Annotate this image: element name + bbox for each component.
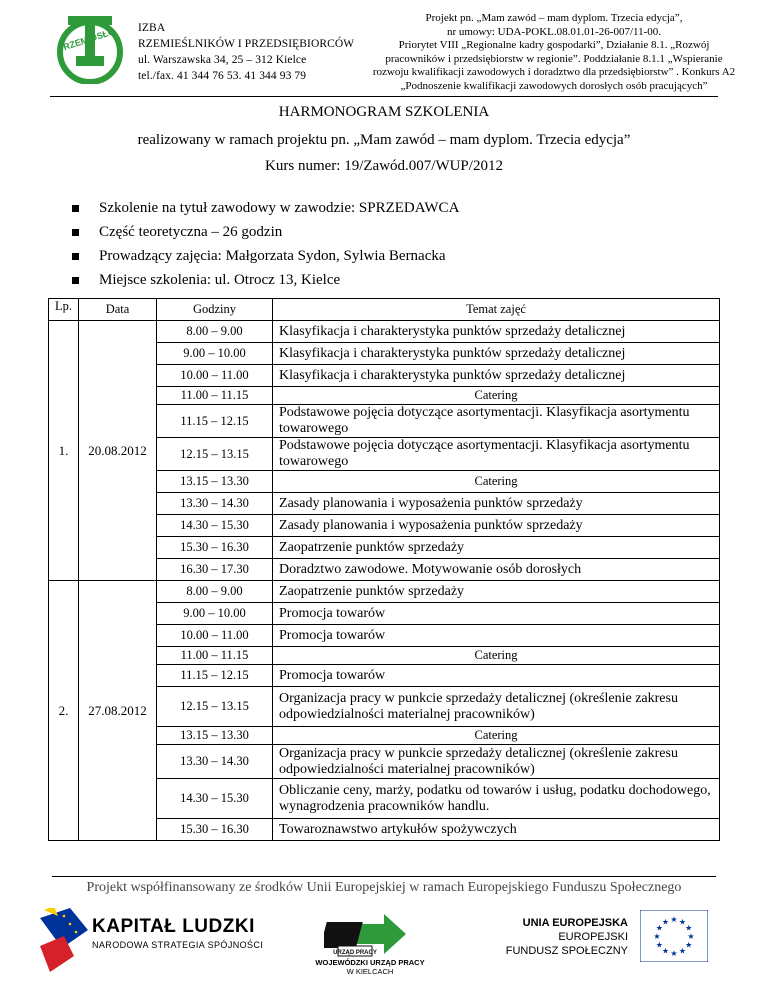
time-slot: 12.15 – 13.15 xyxy=(157,438,273,471)
training-details xyxy=(70,196,459,292)
table-row xyxy=(49,581,720,603)
header-topic: Temat zajęć xyxy=(273,299,720,321)
eu-star-icon: ★ xyxy=(678,946,687,956)
eu-star-icon: ★ xyxy=(655,940,663,950)
time-slot: 9.00 – 10.00 xyxy=(157,603,273,625)
kapital-ludzki-title: KAPITAŁ LUDZKI xyxy=(92,916,255,937)
bullet-item: Prowadzący zajęcia: Małgorzata Sydon, Sylwia Bernacka xyxy=(70,244,459,268)
catering-cell: Catering xyxy=(273,647,720,665)
eu-star-icon: ★ xyxy=(653,932,661,941)
eu-star-icon: ★ xyxy=(670,915,678,924)
bullet-item: Miejsce szkolenia: ul. Otrocz 13, Kielce xyxy=(70,268,459,292)
org-line: tel./fax. 41 344 76 53. 41 344 93 79 xyxy=(138,70,307,82)
eu-star-icon: ★ xyxy=(661,917,670,927)
time-slot: 8.00 – 9.00 xyxy=(157,321,273,343)
topic-cell: Podstawowe pojęcia dotyczące asortymentacji. Klasyfikacja asortymentu towarowego xyxy=(273,405,720,438)
time-slot: 16.30 – 17.30 xyxy=(157,559,273,581)
topic-cell: Obliczanie ceny, marży, podatku od towarów i usług, podatku dochodowego, wynagrodzenia pracowników handlu. xyxy=(273,779,720,819)
cofinancing-note: Projekt współfinansowany ze środków Unii Europejskiej w ramach Europejskiego Funduszu Społecznego xyxy=(86,880,682,895)
topic-cell: Zasady planowania i wyposażenia punktów sprzedaży xyxy=(273,515,720,537)
time-slot: 13.30 – 14.30 xyxy=(157,745,273,779)
kapital-ludzki-subtitle: NARODOWA STRATEGIA SPÓJNOŚCI xyxy=(92,940,264,950)
svg-text:URZĄD PRACY: URZĄD PRACY xyxy=(333,950,377,956)
table-header-row xyxy=(49,299,720,321)
document-subtitle: realizowany w ramach projektu pn. „Mam zawód – mam dyplom. Trzecia edycja” xyxy=(137,132,631,148)
bullet-icon xyxy=(72,253,79,260)
project-info xyxy=(358,12,750,93)
day-date: 27.08.2012 xyxy=(79,581,157,841)
topic-cell: Klasyfikacja i charakterystyka punktów sprzedaży detalicznej xyxy=(273,343,720,365)
time-slot: 10.00 – 11.00 xyxy=(157,365,273,387)
topic-cell: Promocja towarów xyxy=(273,665,720,687)
topic-cell: Promocja towarów xyxy=(273,625,720,647)
time-slot: 13.15 – 13.30 xyxy=(157,727,273,745)
catering-cell: Catering xyxy=(273,727,720,745)
header-lp: Lp. xyxy=(49,299,79,321)
topic-cell: Zaopatrzenie punktów sprzedaży xyxy=(273,581,720,603)
organization-address xyxy=(138,20,354,84)
time-slot: 14.30 – 15.30 xyxy=(157,515,273,537)
time-slot: 11.00 – 11.15 xyxy=(157,647,273,665)
eu-fund-text: UNIA EUROPEJSKA EUROPEJSKI FUNDUSZ SPOŁECZNY xyxy=(505,917,628,957)
project-line: nr umowy: UDA-POKL.08.01.01-26-007/11-00. xyxy=(446,25,662,38)
project-line: rozwoju kwalifikacji zawodowych i doradztwo dla przedsiębiorstw” . Konkurs A2 xyxy=(372,66,736,78)
time-slot: 13.30 – 14.30 xyxy=(157,493,273,515)
time-slot: 14.30 – 15.30 xyxy=(157,779,273,819)
topic-cell: Zaopatrzenie punktów sprzedaży xyxy=(273,537,720,559)
topic-cell: Podstawowe pojęcia dotyczące asortymentacji. Klasyfikacja asortymentu towarowego xyxy=(273,438,720,471)
time-slot: 10.00 – 11.00 xyxy=(157,625,273,647)
wup-logo xyxy=(324,910,410,962)
eu-star-icon: ★ xyxy=(678,917,687,927)
schedule-table xyxy=(48,298,720,841)
eu-flag-icon xyxy=(640,910,708,962)
footer-divider xyxy=(52,876,716,877)
project-line: pracowników i przedsiębiorstw w regionie”. Poddziałanie 8.1.1 „Wspieranie xyxy=(385,52,723,65)
project-line: „Podnoszenie kwalifikacji zawodowych dorosłych osób pracujących” xyxy=(400,79,708,92)
catering-cell: Catering xyxy=(273,471,720,493)
eu-star-icon: ★ xyxy=(670,949,678,958)
day-date: 20.08.2012 xyxy=(79,321,157,581)
time-slot: 11.15 – 12.15 xyxy=(157,405,273,438)
eu-star-icon: ★ xyxy=(687,932,695,941)
table-row xyxy=(49,321,720,343)
schedule-body xyxy=(49,321,720,841)
topic-cell: Promocja towarów xyxy=(273,603,720,625)
time-slot: 11.15 – 12.15 xyxy=(157,665,273,687)
topic-cell: Organizacja pracy w punkcie sprzedaży detalicznej (określenie zakresu odpowiedzialności materialnej pracowników) xyxy=(273,745,720,779)
topic-cell: Organizacja pracy w punkcie sprzedaży detalicznej (określenie zakresu odpowiedzialności materialnej pracowników) xyxy=(273,687,720,727)
org-line: RZEMIEŚLNIKÓW I PRZEDSIĘBIORCÓW xyxy=(138,38,355,50)
bullet-item: Część teoretyczna – 26 godzin xyxy=(70,220,459,244)
org-line: IZBA xyxy=(138,22,166,34)
project-line: Projekt pn. „Mam zawód – mam dyplom. Trzecia edycja”, xyxy=(425,12,683,24)
svg-text:RZEMIOSŁO: RZEMIOSŁO xyxy=(62,26,117,53)
time-slot: 15.30 – 16.30 xyxy=(157,537,273,559)
eu-star-icon: ★ xyxy=(655,923,663,933)
day-number: 2. xyxy=(49,581,79,841)
header-divider xyxy=(50,96,718,97)
time-slot: 8.00 – 9.00 xyxy=(157,581,273,603)
page-header xyxy=(0,0,768,100)
day-number: 1. xyxy=(49,321,79,581)
org-line: ul. Warszawska 34, 25 – 312 Kielce xyxy=(138,54,307,66)
rzemioslo-logo xyxy=(54,12,126,84)
header-date: Data xyxy=(79,299,157,321)
time-slot: 9.00 – 10.00 xyxy=(157,343,273,365)
bullet-icon xyxy=(72,277,79,284)
time-slot: 15.30 – 16.30 xyxy=(157,819,273,841)
course-number: Kurs numer: 19/Zawód.007/WUP/2012 xyxy=(265,158,503,174)
time-slot: 12.15 – 13.15 xyxy=(157,687,273,727)
bullet-icon xyxy=(72,205,79,212)
topic-cell: Klasyfikacja i charakterystyka punktów sprzedaży detalicznej xyxy=(273,365,720,387)
time-slot: 13.15 – 13.30 xyxy=(157,471,273,493)
topic-cell: Towaroznawstwo artykułów spożywczych xyxy=(273,819,720,841)
topic-cell: Zasady planowania i wyposażenia punktów sprzedaży xyxy=(273,493,720,515)
time-slot: 11.00 – 11.15 xyxy=(157,387,273,405)
header-hours: Godziny xyxy=(157,299,273,321)
bullet-item: Szkolenie na tytuł zawodowy w zawodzie: SPRZEDAWCA xyxy=(70,196,459,220)
eu-star-icon: ★ xyxy=(661,946,670,956)
project-line: Priorytet VIII „Regionalne kadry gospodarki”, Działanie 8.1. „Rozwój xyxy=(398,39,710,51)
document-title: HARMONOGRAM SZKOLENIA xyxy=(278,104,490,120)
wup-name: WOJEWÓDZKI URZĄD PRACY W KIELCACH xyxy=(315,958,425,976)
topic-cell: Klasyfikacja i charakterystyka punktów sprzedaży detalicznej xyxy=(273,321,720,343)
topic-cell: Doradztwo zawodowe. Motywowanie osób dorosłych xyxy=(273,559,720,581)
catering-cell: Catering xyxy=(273,387,720,405)
eu-star-icon: ★ xyxy=(685,923,693,933)
eu-star-icon: ★ xyxy=(685,940,693,950)
bullet-icon xyxy=(72,229,79,236)
